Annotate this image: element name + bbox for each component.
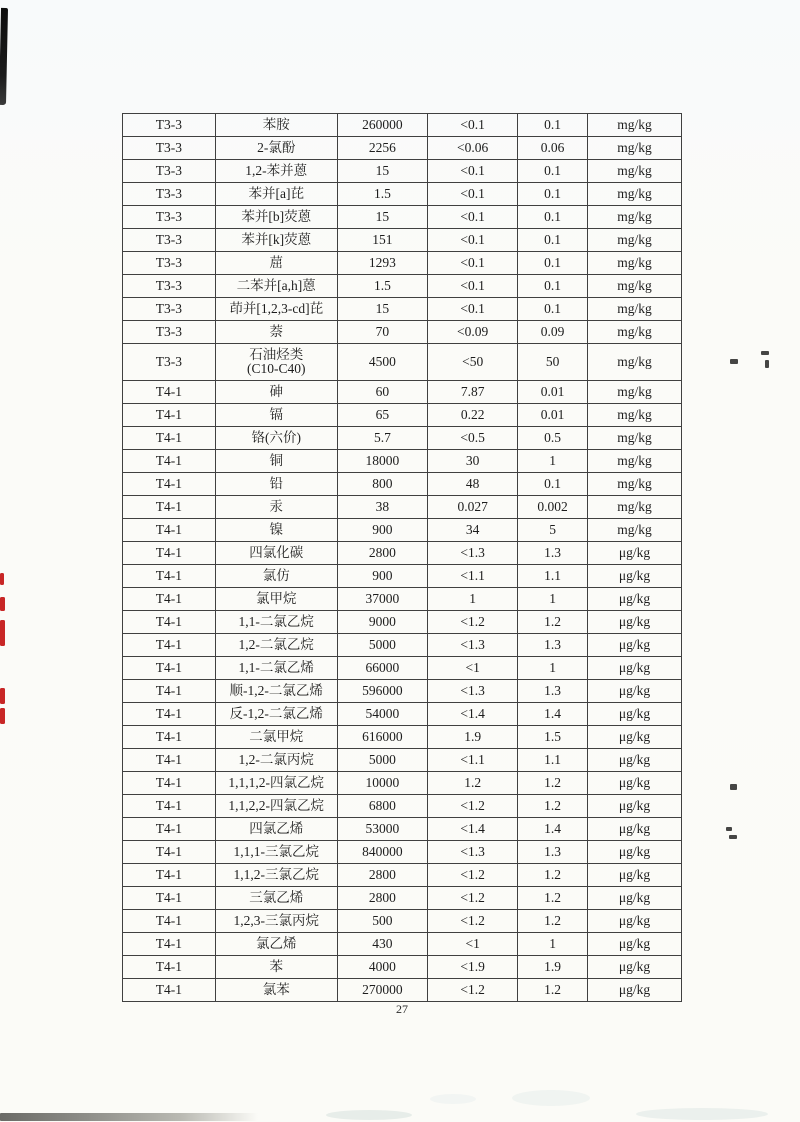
result-cell: <1.9	[428, 956, 518, 979]
result-cell: <1.2	[428, 611, 518, 634]
detection-limit-cell: 50	[518, 344, 588, 381]
sample-id-cell: T4-1	[123, 933, 216, 956]
unit-cell: mg/kg	[588, 473, 682, 496]
sample-id-cell: T4-1	[123, 818, 216, 841]
screening-value-cell: 9000	[337, 611, 428, 634]
screening-value-cell: 54000	[337, 703, 428, 726]
result-cell: <1.3	[428, 841, 518, 864]
detection-limit-cell: 1.3	[518, 680, 588, 703]
sample-id-cell: T4-1	[123, 979, 216, 1002]
detection-limit-cell: 0.01	[518, 381, 588, 404]
screening-value-cell: 2256	[337, 137, 428, 160]
unit-cell: μg/kg	[588, 634, 682, 657]
analyte-cell: 铜	[215, 450, 337, 473]
sample-id-cell: T4-1	[123, 450, 216, 473]
detection-limit-cell: 1.4	[518, 818, 588, 841]
detection-limit-cell: 0.06	[518, 137, 588, 160]
screening-value-cell: 66000	[337, 657, 428, 680]
unit-cell: mg/kg	[588, 229, 682, 252]
unit-cell: μg/kg	[588, 910, 682, 933]
sample-id-cell: T4-1	[123, 404, 216, 427]
screening-value-cell: 900	[337, 519, 428, 542]
unit-cell: μg/kg	[588, 611, 682, 634]
sample-id-cell: T4-1	[123, 841, 216, 864]
unit-cell: μg/kg	[588, 933, 682, 956]
scan-smudge	[430, 1094, 476, 1104]
detection-limit-cell: 1.2	[518, 611, 588, 634]
analyte-cell: 苯胺	[215, 114, 337, 137]
unit-cell: mg/kg	[588, 519, 682, 542]
detection-limit-cell: 1.2	[518, 979, 588, 1002]
result-cell: 1.9	[428, 726, 518, 749]
table-row	[123, 864, 682, 887]
sample-id-cell: T4-1	[123, 726, 216, 749]
result-cell: <0.1	[428, 252, 518, 275]
result-cell: <0.1	[428, 114, 518, 137]
result-cell: 34	[428, 519, 518, 542]
sample-id-cell: T3-3	[123, 160, 216, 183]
unit-cell: mg/kg	[588, 137, 682, 160]
detection-limit-cell: 0.1	[518, 160, 588, 183]
detection-limit-cell: 1	[518, 588, 588, 611]
detection-limit-cell: 1.3	[518, 841, 588, 864]
sample-id-cell: T3-3	[123, 344, 216, 381]
detection-limit-cell: 0.002	[518, 496, 588, 519]
unit-cell: μg/kg	[588, 657, 682, 680]
table-row	[123, 910, 682, 933]
analyte-cell: 1,2-苯并蒽	[215, 160, 337, 183]
table-row	[123, 381, 682, 404]
scan-speck	[726, 827, 732, 831]
detection-limit-cell: 1.2	[518, 772, 588, 795]
analyte-cell: 铬(六价)	[215, 427, 337, 450]
sample-id-cell: T4-1	[123, 887, 216, 910]
detection-limit-cell: 5	[518, 519, 588, 542]
detection-limit-cell: 0.01	[518, 404, 588, 427]
result-cell: <0.1	[428, 206, 518, 229]
result-cell: 0.027	[428, 496, 518, 519]
result-cell: <0.1	[428, 275, 518, 298]
screening-value-cell: 1293	[337, 252, 428, 275]
result-cell: <1.2	[428, 979, 518, 1002]
sample-id-cell: T4-1	[123, 910, 216, 933]
result-cell: <1	[428, 657, 518, 680]
table-row	[123, 427, 682, 450]
table-row	[123, 137, 682, 160]
unit-cell: μg/kg	[588, 726, 682, 749]
screening-value-cell: 5000	[337, 749, 428, 772]
unit-cell: μg/kg	[588, 956, 682, 979]
result-cell: <0.5	[428, 427, 518, 450]
analyte-cell: 氯甲烷	[215, 588, 337, 611]
analyte-cell: 石油烃类 (C10-C40)	[215, 344, 337, 381]
result-cell: <1.3	[428, 542, 518, 565]
detection-limit-cell: 1.2	[518, 887, 588, 910]
screening-value-cell: 260000	[337, 114, 428, 137]
screening-value-cell: 4000	[337, 956, 428, 979]
unit-cell: mg/kg	[588, 206, 682, 229]
red-stamp-fragment	[0, 688, 5, 704]
analyte-cell: 1,1,1-三氯乙烷	[215, 841, 337, 864]
result-cell: <1.4	[428, 818, 518, 841]
result-cell: 1	[428, 588, 518, 611]
result-cell: <0.1	[428, 160, 518, 183]
detection-limit-cell: 0.09	[518, 321, 588, 344]
table-row	[123, 979, 682, 1002]
unit-cell: mg/kg	[588, 404, 682, 427]
screening-value-cell: 616000	[337, 726, 428, 749]
table-row	[123, 404, 682, 427]
table-row	[123, 680, 682, 703]
result-cell: <0.1	[428, 229, 518, 252]
detection-limit-cell: 1.1	[518, 749, 588, 772]
analyte-cell: 汞	[215, 496, 337, 519]
analyte-cell: 顺-1,2-二氯乙烯	[215, 680, 337, 703]
detection-limit-cell: 0.1	[518, 229, 588, 252]
detection-limit-cell: 0.1	[518, 252, 588, 275]
table-row	[123, 772, 682, 795]
sample-id-cell: T4-1	[123, 634, 216, 657]
table-row	[123, 183, 682, 206]
screening-value-cell: 2800	[337, 864, 428, 887]
result-cell: <1.3	[428, 634, 518, 657]
screening-value-cell: 900	[337, 565, 428, 588]
sample-id-cell: T4-1	[123, 519, 216, 542]
table-row	[123, 795, 682, 818]
table-row	[123, 657, 682, 680]
unit-cell: mg/kg	[588, 381, 682, 404]
screening-value-cell: 2800	[337, 542, 428, 565]
unit-cell: μg/kg	[588, 841, 682, 864]
analyte-cell: 1,1,1,2-四氯乙烷	[215, 772, 337, 795]
table-row	[123, 542, 682, 565]
table-row	[123, 344, 682, 381]
scan-speck	[761, 351, 769, 355]
sample-id-cell: T4-1	[123, 496, 216, 519]
analyte-cell: 铅	[215, 473, 337, 496]
table-row	[123, 160, 682, 183]
screening-value-cell: 1.5	[337, 183, 428, 206]
analyte-cell: 镍	[215, 519, 337, 542]
analyte-cell: 反-1,2-二氯乙烯	[215, 703, 337, 726]
unit-cell: mg/kg	[588, 321, 682, 344]
unit-cell: μg/kg	[588, 864, 682, 887]
table-row	[123, 956, 682, 979]
analyte-cell: 氯仿	[215, 565, 337, 588]
analyte-cell: 镉	[215, 404, 337, 427]
unit-cell: μg/kg	[588, 887, 682, 910]
detection-limit-cell: 1.9	[518, 956, 588, 979]
table-row	[123, 473, 682, 496]
unit-cell: μg/kg	[588, 542, 682, 565]
result-cell: <50	[428, 344, 518, 381]
screening-value-cell: 15	[337, 298, 428, 321]
table-row	[123, 496, 682, 519]
result-cell: <1.2	[428, 887, 518, 910]
result-cell: <1.2	[428, 910, 518, 933]
result-cell: <1.2	[428, 795, 518, 818]
sample-id-cell: T3-3	[123, 298, 216, 321]
table-row	[123, 114, 682, 137]
analyte-cell: 氯乙烯	[215, 933, 337, 956]
table-row	[123, 726, 682, 749]
scan-smudge	[636, 1108, 768, 1120]
unit-cell: μg/kg	[588, 749, 682, 772]
table-row	[123, 519, 682, 542]
screening-value-cell: 596000	[337, 680, 428, 703]
screening-value-cell: 10000	[337, 772, 428, 795]
analyte-cell: 1,1,2,2-四氯乙烷	[215, 795, 337, 818]
analyte-cell: 䓛	[215, 252, 337, 275]
screening-value-cell: 18000	[337, 450, 428, 473]
analyte-cell: 苯	[215, 956, 337, 979]
analyte-cell: 苯并[a]芘	[215, 183, 337, 206]
unit-cell: mg/kg	[588, 114, 682, 137]
analyte-cell: 1,1-二氯乙烷	[215, 611, 337, 634]
unit-cell: μg/kg	[588, 818, 682, 841]
result-cell: <1.2	[428, 864, 518, 887]
table-row	[123, 634, 682, 657]
screening-value-cell: 37000	[337, 588, 428, 611]
unit-cell: mg/kg	[588, 183, 682, 206]
sample-id-cell: T4-1	[123, 956, 216, 979]
table-row	[123, 818, 682, 841]
scan-speck	[765, 360, 769, 368]
table-row	[123, 321, 682, 344]
table-row	[123, 206, 682, 229]
screening-value-cell: 38	[337, 496, 428, 519]
detection-limit-cell: 1.1	[518, 565, 588, 588]
unit-cell: μg/kg	[588, 795, 682, 818]
screening-value-cell: 2800	[337, 887, 428, 910]
table-row	[123, 749, 682, 772]
analyte-cell: 茚并[1,2,3-cd]芘	[215, 298, 337, 321]
sample-id-cell: T4-1	[123, 565, 216, 588]
result-cell: <0.1	[428, 183, 518, 206]
analyte-cell: 苯并[b]荧蒽	[215, 206, 337, 229]
unit-cell: mg/kg	[588, 450, 682, 473]
detection-limit-cell: 0.1	[518, 114, 588, 137]
analyte-cell: 萘	[215, 321, 337, 344]
sample-id-cell: T4-1	[123, 588, 216, 611]
detection-limit-cell: 0.1	[518, 275, 588, 298]
analyte-cell: 三氯乙烯	[215, 887, 337, 910]
screening-value-cell: 4500	[337, 344, 428, 381]
sample-id-cell: T4-1	[123, 703, 216, 726]
unit-cell: μg/kg	[588, 588, 682, 611]
sample-id-cell: T4-1	[123, 772, 216, 795]
scan-smudge	[512, 1090, 590, 1106]
analyte-cell: 苯并[k]荧蒽	[215, 229, 337, 252]
screening-value-cell: 60	[337, 381, 428, 404]
result-cell: <0.06	[428, 137, 518, 160]
sample-id-cell: T4-1	[123, 542, 216, 565]
table-row	[123, 887, 682, 910]
screening-value-cell: 800	[337, 473, 428, 496]
sample-id-cell: T4-1	[123, 795, 216, 818]
detection-limit-cell: 1	[518, 933, 588, 956]
analyte-cell: 砷	[215, 381, 337, 404]
result-cell: <0.09	[428, 321, 518, 344]
result-cell: 7.87	[428, 381, 518, 404]
table-row	[123, 450, 682, 473]
sample-id-cell: T4-1	[123, 864, 216, 887]
screening-value-cell: 65	[337, 404, 428, 427]
unit-cell: mg/kg	[588, 160, 682, 183]
result-cell: 0.22	[428, 404, 518, 427]
table-row	[123, 252, 682, 275]
sample-id-cell: T3-3	[123, 114, 216, 137]
table-row	[123, 565, 682, 588]
sample-id-cell: T3-3	[123, 229, 216, 252]
result-cell: <1.1	[428, 565, 518, 588]
result-cell: 1.2	[428, 772, 518, 795]
screening-value-cell: 151	[337, 229, 428, 252]
unit-cell: mg/kg	[588, 427, 682, 450]
table-row	[123, 841, 682, 864]
table-row	[123, 703, 682, 726]
screening-value-cell: 270000	[337, 979, 428, 1002]
detection-limit-cell: 1	[518, 657, 588, 680]
unit-cell: μg/kg	[588, 565, 682, 588]
sample-id-cell: T3-3	[123, 183, 216, 206]
scan-smudge	[326, 1110, 412, 1120]
analyte-cell: 2-氯酚	[215, 137, 337, 160]
result-cell: 48	[428, 473, 518, 496]
results-table-body	[123, 114, 682, 1002]
analyte-cell: 四氯化碳	[215, 542, 337, 565]
detection-limit-cell: 1	[518, 450, 588, 473]
screening-value-cell: 70	[337, 321, 428, 344]
sample-id-cell: T4-1	[123, 473, 216, 496]
screening-value-cell: 500	[337, 910, 428, 933]
detection-limit-cell: 1.2	[518, 795, 588, 818]
unit-cell: mg/kg	[588, 496, 682, 519]
sample-id-cell: T3-3	[123, 137, 216, 160]
result-cell: 30	[428, 450, 518, 473]
sample-id-cell: T4-1	[123, 381, 216, 404]
analyte-cell: 二苯并[a,h]蒽	[215, 275, 337, 298]
detection-limit-cell: 0.1	[518, 473, 588, 496]
result-cell: <1	[428, 933, 518, 956]
red-stamp-fragment	[0, 597, 5, 611]
red-stamp-fragment	[0, 573, 4, 585]
result-cell: <1.3	[428, 680, 518, 703]
detection-limit-cell: 1.5	[518, 726, 588, 749]
screening-value-cell: 53000	[337, 818, 428, 841]
screening-value-cell: 6800	[337, 795, 428, 818]
unit-cell: mg/kg	[588, 275, 682, 298]
red-stamp-fragment	[0, 708, 5, 724]
sample-id-cell: T4-1	[123, 611, 216, 634]
sample-id-cell: T4-1	[123, 680, 216, 703]
page-number: 27	[396, 1002, 408, 1016]
detection-limit-cell: 1.2	[518, 864, 588, 887]
table-row	[123, 298, 682, 321]
detection-limit-cell: 0.1	[518, 183, 588, 206]
analyte-cell: 二氯甲烷	[215, 726, 337, 749]
unit-cell: μg/kg	[588, 703, 682, 726]
unit-cell: μg/kg	[588, 680, 682, 703]
sample-id-cell: T4-1	[123, 657, 216, 680]
unit-cell: mg/kg	[588, 344, 682, 381]
table-row	[123, 275, 682, 298]
result-cell: <0.1	[428, 298, 518, 321]
scan-bottom-strip	[0, 1113, 258, 1121]
sample-id-cell: T3-3	[123, 252, 216, 275]
analysis-results-table	[122, 113, 682, 1002]
sample-id-cell: T3-3	[123, 275, 216, 298]
analyte-cell: 1,2-二氯丙烷	[215, 749, 337, 772]
unit-cell: μg/kg	[588, 772, 682, 795]
screening-value-cell: 5.7	[337, 427, 428, 450]
detection-limit-cell: 0.1	[518, 298, 588, 321]
scan-speck	[730, 784, 737, 790]
result-cell: <1.1	[428, 749, 518, 772]
scan-speck	[729, 835, 737, 839]
scan-speck	[730, 359, 738, 364]
screening-value-cell: 5000	[337, 634, 428, 657]
sample-id-cell: T4-1	[123, 427, 216, 450]
detection-limit-cell: 1.3	[518, 634, 588, 657]
result-cell: <1.4	[428, 703, 518, 726]
detection-limit-cell: 1.2	[518, 910, 588, 933]
screening-value-cell: 840000	[337, 841, 428, 864]
scan-edge-strip	[0, 8, 8, 105]
unit-cell: mg/kg	[588, 252, 682, 275]
analyte-cell: 1,1,2-三氯乙烷	[215, 864, 337, 887]
unit-cell: mg/kg	[588, 298, 682, 321]
table-row	[123, 229, 682, 252]
sample-id-cell: T3-3	[123, 321, 216, 344]
table-row	[123, 933, 682, 956]
sample-id-cell: T4-1	[123, 749, 216, 772]
unit-cell: μg/kg	[588, 979, 682, 1002]
sample-id-cell: T3-3	[123, 206, 216, 229]
analyte-cell: 1,2,3-三氯丙烷	[215, 910, 337, 933]
screening-value-cell: 1.5	[337, 275, 428, 298]
screening-value-cell: 15	[337, 160, 428, 183]
red-stamp-fragment	[0, 620, 5, 646]
detection-limit-cell: 0.5	[518, 427, 588, 450]
table-row	[123, 588, 682, 611]
analyte-cell: 四氯乙烯	[215, 818, 337, 841]
detection-limit-cell: 1.3	[518, 542, 588, 565]
detection-limit-cell: 1.4	[518, 703, 588, 726]
screening-value-cell: 15	[337, 206, 428, 229]
screening-value-cell: 430	[337, 933, 428, 956]
table-row	[123, 611, 682, 634]
detection-limit-cell: 0.1	[518, 206, 588, 229]
analyte-cell: 1,1-二氯乙烯	[215, 657, 337, 680]
analyte-cell: 氯苯	[215, 979, 337, 1002]
analyte-cell: 1,2-二氯乙烷	[215, 634, 337, 657]
